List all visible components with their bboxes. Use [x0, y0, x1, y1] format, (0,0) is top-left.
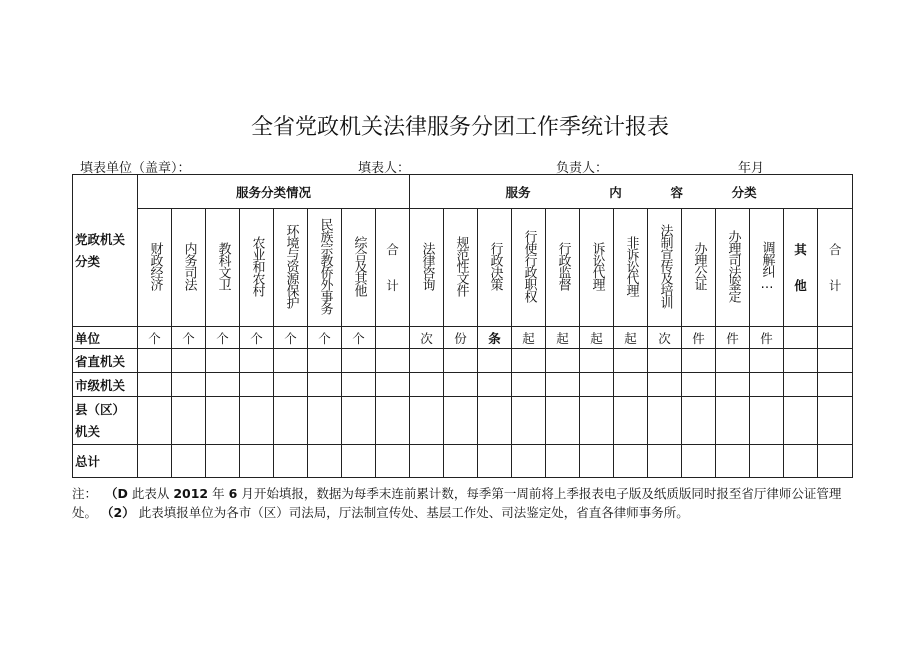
col-header: 诉讼代理 [580, 209, 614, 327]
unit-cell: 个 [138, 327, 172, 349]
col-header: 调解纠… [750, 209, 784, 327]
unit-cell: 条 [478, 327, 512, 349]
responsible-person-label: 负责人： [556, 161, 609, 176]
unit-row [73, 327, 853, 349]
statistics-table [72, 174, 853, 478]
col-header-other: 其 他 [784, 209, 818, 327]
col-header: 内务司法 [172, 209, 206, 327]
col-header: 规范性文件 [444, 209, 478, 327]
row-label: 总计 [73, 445, 138, 478]
fill-unit-label: 填表单位（盖章）： [80, 161, 191, 176]
note1-year: 2012 [173, 486, 209, 501]
note1-marker: （D [104, 486, 128, 501]
service-content-group-header: 服务 内 容 分类 [410, 175, 853, 209]
note2-text: 此表填报单位为各市（区）司法局，厅法制宣传处、基层工作处、司法鉴定处，省直各律师事务所。 [138, 505, 689, 520]
col-header: 财政经济 [138, 209, 172, 327]
unit-cell: 个 [274, 327, 308, 349]
table-row [73, 445, 853, 478]
col-header: 行政监督 [546, 209, 580, 327]
unit-cell: 个 [342, 327, 376, 349]
note1-text-b: 年 [212, 486, 225, 501]
row-label: 县（区） 机关 [73, 397, 138, 445]
note1-month: 6 [228, 486, 238, 501]
unit-cell: 份 [444, 327, 478, 349]
col-header: 综合及其他 [342, 209, 376, 327]
unit-cell: 个 [240, 327, 274, 349]
col-header: 非诉讼代理 [614, 209, 648, 327]
notes-prefix: 注： [72, 486, 98, 501]
table-row [73, 349, 853, 373]
unit-cell: 件 [750, 327, 784, 349]
col-header-total: 合 计 [818, 209, 853, 327]
unit-cell: 次 [410, 327, 444, 349]
unit-cell: 起 [512, 327, 546, 349]
unit-cell: 件 [682, 327, 716, 349]
note1-text-c: 月开始填报，数据为每季末连前累计数，每季第一周前将上季报表电子版及纸质版同时报至省厅律师公证管理处。 [72, 486, 842, 520]
row-label: 单位 [73, 327, 138, 349]
page-title: 全省党政机关法律服务分团工作季统计报表 [250, 115, 669, 140]
unit-cell [376, 327, 410, 349]
unit-cell: 件 [716, 327, 750, 349]
service-category-group-header: 服务分类情况 [138, 175, 410, 209]
col-header: 教科文卫 [206, 209, 240, 327]
filler-label: 填表人： [358, 161, 411, 176]
unit-cell: 起 [614, 327, 648, 349]
col-header: 环境与资源保护 [274, 209, 308, 327]
footnotes [72, 484, 862, 522]
col-header: 法制宣传及培训 [648, 209, 682, 327]
unit-cell: 个 [172, 327, 206, 349]
row-label: 市级机关 [73, 373, 138, 397]
col-header-total: 合 计 [376, 209, 410, 327]
col-header: 民族宗教侨外事务 [308, 209, 342, 327]
note2-marker: （2） [101, 505, 135, 520]
note1-text-a: 此表从 [131, 486, 170, 501]
unit-cell: 次 [648, 327, 682, 349]
unit-cell: 起 [546, 327, 580, 349]
col-header: 办理司法鉴定 [716, 209, 750, 327]
table-row [73, 373, 853, 397]
party-agency-category-header: 党政机关 分类 [73, 175, 138, 327]
column-header-row [73, 209, 853, 327]
unit-cell [784, 327, 818, 349]
row-label: 省直机关 [73, 349, 138, 373]
unit-cell: 个 [308, 327, 342, 349]
table-row [73, 397, 853, 445]
unit-cell: 个 [206, 327, 240, 349]
unit-cell [818, 327, 853, 349]
col-header: 农业和农村 [240, 209, 274, 327]
col-header: 行政决策 [478, 209, 512, 327]
col-header: 法律咨询 [410, 209, 444, 327]
col-header: 办理公证 [682, 209, 716, 327]
col-header: 行使行政职权 [512, 209, 546, 327]
date-label: 年月 [738, 161, 765, 176]
unit-cell: 起 [580, 327, 614, 349]
